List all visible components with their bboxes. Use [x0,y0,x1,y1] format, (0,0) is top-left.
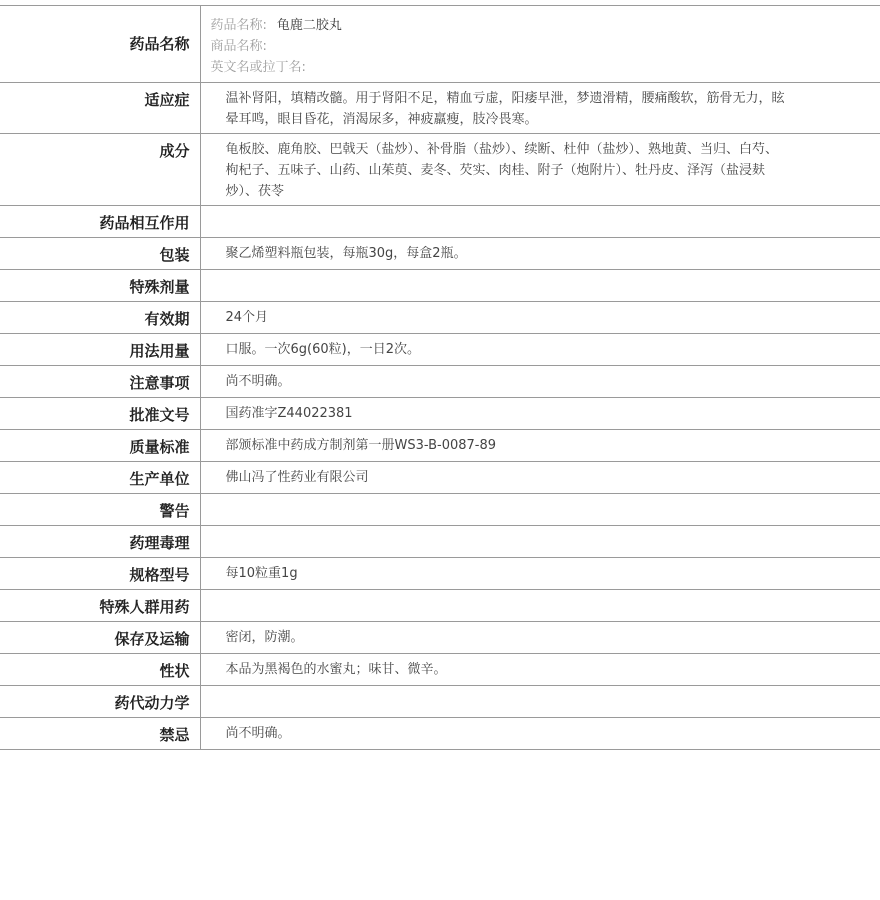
row-label: 有效期 [144,310,190,328]
row-label-cell [0,430,200,462]
row-label: 成分 [159,142,190,160]
row-special-dosage [0,270,880,302]
row-label-cell [0,398,200,430]
row-label-cell [0,206,200,238]
row-label: 药理毒理 [129,534,190,552]
row-label: 警告 [159,502,190,520]
row-label: 规格型号 [129,566,190,584]
trade-name-line [211,36,791,57]
row-label: 适应症 [144,91,190,109]
row-label: 特殊剂量 [129,278,190,296]
generic-name-key: 药品名称: [210,18,267,33]
row-label-cell [0,622,200,654]
row-value-cell [200,6,880,83]
row-manufacturer [0,462,880,494]
row-special-populations [0,590,880,622]
row-label-cell [0,590,200,622]
row-value: 部颁标准中药成方制剂第一册WS3-B-0087-89 [200,430,880,462]
row-label-cell [0,366,200,398]
row-value [200,270,880,302]
row-approval-number [0,398,880,430]
row-label: 禁忌 [159,726,190,744]
row-value: 口服。一次6g(60粒)，一日2次。 [200,334,880,366]
row-value: 24个月 [200,302,880,334]
row-drug-names [0,6,880,83]
generic-name-line [211,15,791,36]
row-precautions [0,366,880,398]
row-pharmacology [0,526,880,558]
row-value: 尚不明确。 [200,366,880,398]
row-storage [0,622,880,654]
row-description [0,654,880,686]
row-value: 聚乙烯塑料瓶包装，每瓶30g，每盒2瓶。 [200,238,880,270]
row-label-cell [0,6,200,83]
english-name-key: 英文名或拉丁名: [210,60,306,75]
row-interactions [0,206,880,238]
drug-info-table [0,5,880,750]
row-label: 用法用量 [129,342,190,360]
row-value [200,494,880,526]
row-label-cell [0,494,200,526]
row-value [200,590,880,622]
row-label: 包装 [159,246,190,264]
row-label: 保存及运输 [114,630,190,648]
row-value: 尚不明确。 [200,718,880,750]
row-ingredients [0,134,880,206]
row-warning [0,494,880,526]
row-value: 国药准字Z44022381 [200,398,880,430]
row-contraindications [0,718,880,750]
row-label-cell [0,462,200,494]
row-label-cell [0,526,200,558]
row-value: 每10粒重1g [200,558,880,590]
trade-name-key: 商品名称: [210,39,267,54]
row-label: 药品相互作用 [99,214,190,232]
english-name-line [211,57,791,78]
row-pharmacokinetics [0,686,880,718]
row-value: 密闭，防潮。 [200,622,880,654]
row-label-cell [0,302,200,334]
row-label-cell [0,134,200,206]
row-label-cell [0,270,200,302]
row-value: 本品为黑褐色的水蜜丸；味甘、微辛。 [200,654,880,686]
row-label: 生产单位 [129,470,190,488]
row-label-cell [0,654,200,686]
row-shelf-life [0,302,880,334]
row-label-cell [0,238,200,270]
row-label: 药品名称 [129,35,190,53]
row-quality-standard [0,430,880,462]
row-value: 龟板胶、鹿角胶、巴戟天（盐炒）、补骨脂（盐炒）、续断、杜仲（盐炒）、熟地黄、当归、白芍、枸杞子、五味子、山药、山茱萸、麦冬、芡实、肉桂、附子（炮附片）、牡丹皮、泽泻（盐浸麸炒）、茯苓 [200,134,880,206]
row-label-cell [0,83,200,134]
row-value: 温补肾阳，填精改髓。用于肾阳不足，精血亏虚，阳痿早泄，梦遗滑精，腰痛酸软，筋骨无力，眩晕耳鸣，眼目昏花，消渴尿多，神疲羸瘦，肢冷畏寒。 [200,83,880,134]
generic-name-value: 龟鹿二胶丸 [276,18,342,33]
row-label: 批准文号 [129,406,190,424]
row-label-cell [0,334,200,366]
row-label-cell [0,686,200,718]
row-value [200,526,880,558]
row-value: 佛山冯了性药业有限公司 [200,462,880,494]
row-dosage [0,334,880,366]
row-label: 药代动力学 [114,694,190,712]
row-label: 特殊人群用药 [99,598,190,616]
row-value [200,206,880,238]
row-label-cell [0,718,200,750]
row-specification [0,558,880,590]
row-indications [0,83,880,134]
row-label-cell [0,558,200,590]
row-label: 质量标准 [129,438,190,456]
row-label: 性状 [159,662,190,680]
row-value [200,686,880,718]
row-label: 注意事项 [129,374,190,392]
row-packaging [0,238,880,270]
